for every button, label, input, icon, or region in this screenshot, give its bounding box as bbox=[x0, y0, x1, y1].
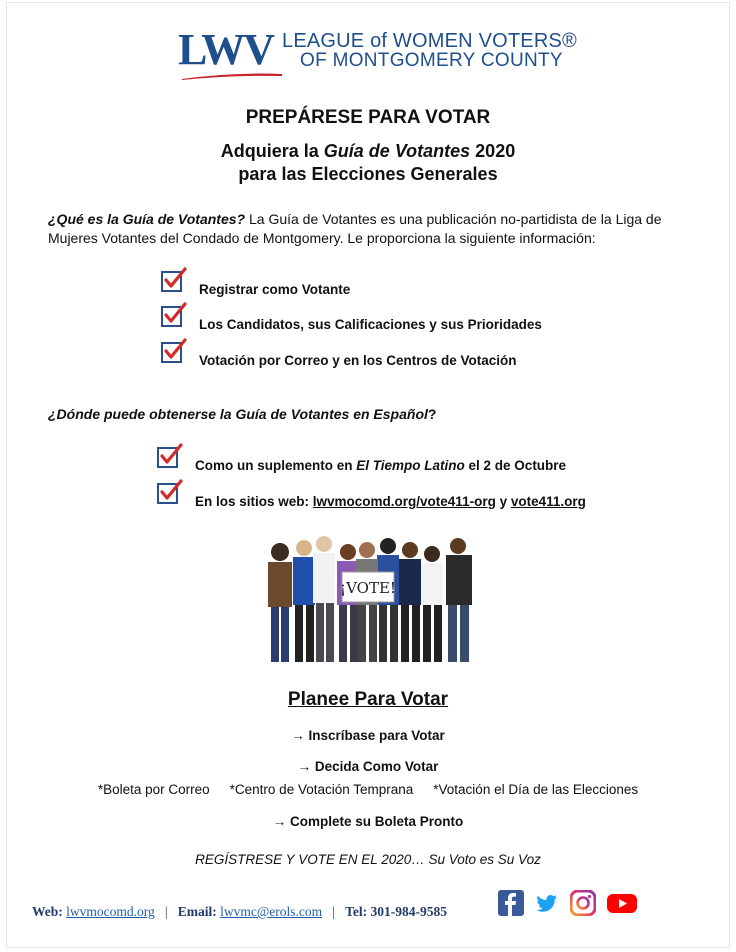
page-title: PREPÁRESE PARA VOTAR bbox=[245, 107, 491, 128]
vote-sign-text: ¡VOTE! bbox=[340, 579, 396, 597]
subtitle-italic: Guía de Votantes bbox=[323, 141, 471, 161]
voters-group-photo bbox=[262, 532, 482, 672]
where-item bbox=[157, 438, 566, 473]
intro-paragraph bbox=[48, 210, 698, 248]
plan-step-3: → Complete su Boleta Pronto bbox=[272, 814, 464, 829]
info-item bbox=[161, 262, 350, 297]
checkbox-check-icon bbox=[161, 267, 187, 293]
logo-text-line2: OF MONTGOMERY COUNTY bbox=[300, 50, 563, 71]
info-item-label: Registrar como Votante bbox=[199, 282, 351, 297]
where-question: ¿Dónde puede obtenerse la Guía de Votantes en Español? bbox=[48, 406, 437, 422]
vote411-link[interactable]: vote411.org bbox=[510, 494, 586, 509]
footer-contact: Web: lwvmocomd.org | Email: lwvmc@erols.com | Tel: 301-984-9585 bbox=[32, 904, 447, 919]
tagline: REGÍSTRESE Y VOTE EN EL 2020… Su Voto es Su Voz bbox=[195, 852, 541, 867]
voting-option: *Votación el Día de las Elecciones bbox=[433, 782, 639, 797]
voting-option: *Boleta por Correo bbox=[97, 782, 210, 797]
info-item bbox=[161, 333, 517, 368]
plan-title: Planee Para Votar bbox=[287, 689, 449, 710]
checkbox-check-icon bbox=[161, 302, 187, 328]
social-icons bbox=[498, 890, 638, 916]
plan-step-2: → Decida Como Votar bbox=[297, 759, 439, 774]
facebook-icon[interactable] bbox=[498, 890, 524, 916]
intro-text: La Guía de Votantes es una publicación no-partidista de la Liga de Mujeres Votantes del Condado de Montgomery. Le proporciona la siguiente información: bbox=[48, 211, 662, 246]
info-item-label: Votación por Correo y en los Centros de Votación bbox=[199, 353, 517, 368]
voting-option: *Centro de Votación Temprana bbox=[229, 782, 414, 797]
info-item bbox=[161, 297, 542, 332]
where-item-label: En los sitios web: lwvmocomd.org/vote411-org y vote411.org bbox=[195, 494, 586, 509]
twitter-icon[interactable] bbox=[534, 890, 560, 916]
intro-question: ¿Qué es la Guía de Votantes? bbox=[48, 211, 246, 227]
plan-step-1: → Inscríbase para Votar bbox=[291, 728, 445, 743]
where-item bbox=[157, 474, 586, 509]
where-item-label: Como un suplemento en El Tiempo Latino el 2 de Octubre bbox=[195, 458, 567, 473]
footer-phone: 301-984-9585 bbox=[370, 904, 447, 919]
footer-web-link[interactable]: lwvmocomd.org bbox=[66, 904, 155, 919]
subtitle-line2: para las Elecciones Generales bbox=[238, 164, 498, 184]
logo-text-line1: LEAGUE of WOMEN VOTERS® bbox=[282, 30, 577, 52]
logo-mark: LWV bbox=[178, 25, 274, 74]
page-subtitle: Adquiera la Guía de Votantes 2020 para las Elecciones Generales bbox=[220, 141, 516, 184]
checkbox-check-icon bbox=[157, 479, 183, 505]
voting-options bbox=[0, 782, 736, 797]
checkbox-check-icon bbox=[157, 443, 183, 469]
logo-swoosh bbox=[182, 72, 282, 80]
instagram-icon[interactable] bbox=[570, 890, 596, 916]
vote411-org-link[interactable]: lwvmocomd.org/vote411-org bbox=[312, 494, 496, 509]
youtube-icon[interactable] bbox=[606, 890, 638, 916]
checkbox-check-icon bbox=[161, 338, 187, 364]
footer-email-link[interactable]: lwvmc@erols.com bbox=[220, 904, 323, 919]
info-item-label: Los Candidatos, sus Calificaciones y sus Prioridades bbox=[199, 317, 542, 332]
person bbox=[271, 543, 289, 561]
